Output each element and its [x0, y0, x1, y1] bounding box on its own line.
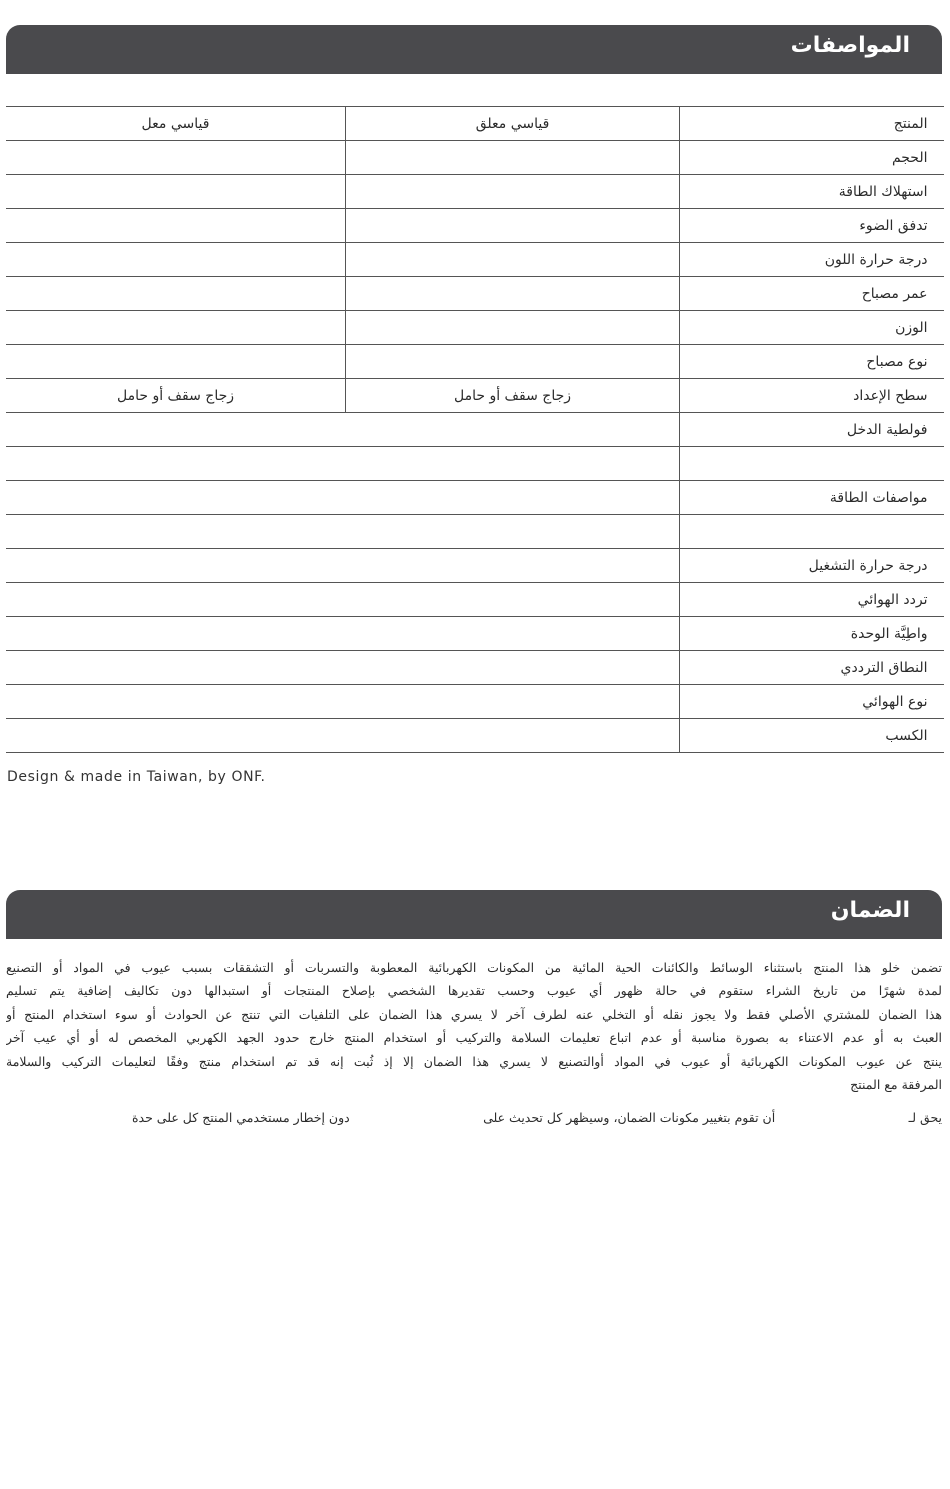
warranty-notice-part1: يحق لـ [908, 1110, 942, 1126]
spec-label-cell: درجة حرارة التشغيل [680, 549, 944, 583]
warranty-text [6, 956, 942, 1130]
table-row [6, 549, 944, 583]
table-row [6, 617, 944, 651]
column-header-hanging: قياسي معلق [346, 107, 680, 141]
spec-value-cell [6, 515, 680, 549]
warranty-header [6, 890, 942, 939]
spec-label-cell: نوع مصباح [680, 345, 944, 379]
table-row [6, 277, 944, 311]
spec-ceiling-cell [6, 277, 346, 311]
table-row [6, 413, 944, 447]
table-row [6, 481, 944, 515]
table-row [6, 175, 944, 209]
spec-ceiling-cell [6, 311, 346, 345]
warranty-line: العبث به أو عدم الاعتناء به بصورة مناسبة أو عدم اتباع تعليمات السلامة والتركيب أو استخدام المنتج خارج حدود الجهد الكهربي المخصص له أو أي عيب آخر [6, 1030, 942, 1046]
table-row [6, 141, 944, 175]
spec-value-cell [6, 651, 680, 685]
spec-hanging-cell [346, 277, 680, 311]
spec-hanging-cell: زجاج سقف أو حامل [346, 379, 680, 413]
spec-value-cell [6, 413, 680, 447]
spec-value-cell [6, 549, 680, 583]
specifications-table [6, 106, 944, 753]
table-row [6, 209, 944, 243]
table-row [6, 345, 944, 379]
spec-label-cell: الكسب [680, 719, 944, 753]
spec-label-cell: فولطية الدخل [680, 413, 944, 447]
spec-value-cell [6, 447, 680, 481]
made-in-note: Design & made in Taiwan, by ONF. [7, 769, 266, 785]
table-row [6, 447, 944, 481]
spec-hanging-cell [346, 175, 680, 209]
table-row [6, 719, 944, 753]
table-row [6, 311, 944, 345]
spec-ceiling-cell [6, 209, 346, 243]
spec-label-cell [680, 515, 944, 549]
table-row [6, 379, 944, 413]
spec-label-cell: تردد الهوائي [680, 583, 944, 617]
spec-label-cell [680, 447, 944, 481]
warranty-notice-part3: دون إخطار مستخدمي المنتج كل على حدة [132, 1110, 350, 1126]
spec-label-cell: واطِيَّة الوحدة [680, 617, 944, 651]
spec-hanging-cell [346, 141, 680, 175]
warranty-line: لمدة شهرًا من تاريخ الشراء ستقوم في حالة ظهور أي عيوب وحسب تقديرها الشخصي بإصلاح المنتجات أو استبدالها دون تكاليف إضافية يتم تسليم [6, 983, 942, 999]
table-header-row [6, 107, 944, 141]
spec-label-cell: نوع الهوائي [680, 685, 944, 719]
spec-value-cell [6, 617, 680, 651]
warranty-line: هذا الضمان للمشتري الأصلي فقط ولا يجوز نقله أو التخلي عنه لطرف آخر لا يسري هذا الضمان على التلفيات التي تنتج عن الحوادث أو سوء استخدام المنتج أو [6, 1006, 942, 1022]
table-row [6, 685, 944, 719]
spec-label-cell: مواصفات الطاقة [680, 481, 944, 515]
spec-ceiling-cell: زجاج سقف أو حامل [6, 379, 346, 413]
spec-label-cell: تدفق الضوء [680, 209, 944, 243]
spec-ceiling-cell [6, 141, 346, 175]
table-row [6, 515, 944, 549]
warranty-line: تضمن خلو هذا المنتج باستثناء الوسائط والكائنات الحية المائية من المكونات الكهربائية المعطوبة والتسربات أو التشققات بسبب عيوب في المواد أو التصنيع [6, 960, 942, 975]
specifications-title: المواصفات [790, 33, 910, 58]
spec-label-cell: استهلاك الطاقة [680, 175, 944, 209]
spec-value-cell [6, 481, 680, 515]
spec-ceiling-cell [6, 243, 346, 277]
spec-value-cell [6, 719, 680, 753]
spec-label-cell: عمر مصباح [680, 277, 944, 311]
table-row [6, 583, 944, 617]
specifications-header [6, 25, 942, 74]
warranty-line: المرفقة مع المنتج [850, 1077, 942, 1093]
spec-label-cell: النطاق الترددي [680, 651, 944, 685]
spec-hanging-cell [346, 345, 680, 379]
warranty-line: ينتج عن عيوب المكونات الكهربائية أو عيوب في المواد أوالتصنيع لا يسري هذا الضمان إلا إذ ثُبت إنه قد تم استخدام منتج وفقًا لتعليمات التركيب والسلامة [6, 1053, 942, 1069]
warranty-notice-part2: أن تقوم بتغيير مكونات الضمان، وسيظهر كل تحديث على [483, 1110, 776, 1126]
spec-ceiling-cell [6, 345, 346, 379]
spec-label-cell: الحجم [680, 141, 944, 175]
spec-hanging-cell [346, 209, 680, 243]
warranty-title: الضمان [830, 898, 910, 923]
table-row [6, 243, 944, 277]
spec-hanging-cell [346, 311, 680, 345]
column-header-product: المنتج [680, 107, 944, 141]
spec-hanging-cell [346, 243, 680, 277]
table-row [6, 651, 944, 685]
spec-label-cell: درجة حرارة اللون [680, 243, 944, 277]
spec-value-cell [6, 685, 680, 719]
spec-ceiling-cell [6, 175, 346, 209]
warranty-notice [132, 1106, 942, 1129]
spec-label-cell: الوزن [680, 311, 944, 345]
spec-value-cell [6, 583, 680, 617]
spec-label-cell: سطح الإعداد [680, 379, 944, 413]
column-header-ceiling: قياسي معل [6, 107, 346, 141]
